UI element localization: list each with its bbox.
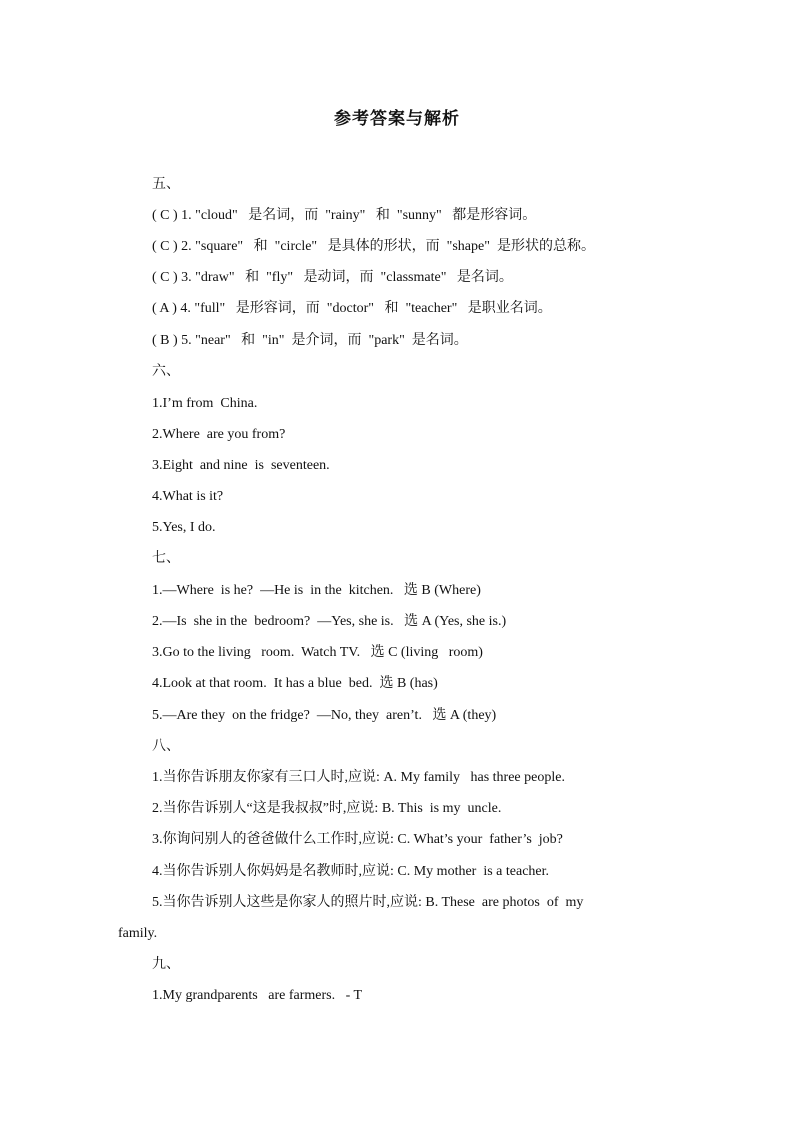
section-six-item-4: 4.What is it? bbox=[152, 489, 224, 504]
section-six-item-1: 1.I’m from China. bbox=[152, 396, 258, 411]
section-five-item-1: ( C ) 1. "cloud" 是名词，而 "rainy" 和 "sunny" 都是形容词。 bbox=[152, 208, 537, 223]
section-eight-item-3: 3.你询问别人的爸爸做什么工作时,应说: C. What’s your father’s job? bbox=[152, 832, 563, 847]
section-eight-item-2: 2.当你告诉别人“这是我叔叔”时,应说: B. This is my uncle. bbox=[152, 801, 502, 816]
section-eight-item-5-continuation: family. bbox=[118, 926, 158, 941]
section-nine-item-1: 1.My grandparents are farmers. - T bbox=[152, 988, 363, 1003]
section-eight-item-5: 5.当你告诉别人这些是你家人的照片时,应说: B. These are photos of my bbox=[152, 895, 584, 910]
section-eight-item-1: 1.当你告诉朋友你家有三口人时,应说: A. My family has three people. bbox=[152, 770, 565, 785]
section-five-item-3: ( C ) 3. "draw" 和 "fly" 是动词，而 "classmate" 是名词。 bbox=[152, 270, 513, 285]
section-six-item-3: 3.Eight and nine is seventeen. bbox=[152, 458, 330, 473]
section-seven-item-1: 1.—Where is he? —He is in the kitchen. 选 B (Where) bbox=[152, 583, 481, 598]
section-six-item-2: 2.Where are you from? bbox=[152, 427, 286, 442]
section-seven-item-5: 5.—Are they on the fridge? —No, they aren’t. 选 A (they) bbox=[152, 708, 497, 723]
section-seven-item-3: 3.Go to the living room. Watch TV. 选 C (living room) bbox=[152, 645, 483, 660]
section-five-item-5: ( B ) 5. "near" 和 "in" 是介词，而 "park" 是名词。 bbox=[152, 333, 468, 348]
section-eight-heading: 八、 bbox=[152, 739, 180, 754]
section-five-item-4: ( A ) 4. "full" 是形容词，而 "doctor" 和 "teacher" 是职业名词。 bbox=[152, 301, 552, 316]
section-seven-heading: 七、 bbox=[152, 551, 180, 566]
section-eight-item-4: 4.当你告诉别人你妈妈是名教师时,应说: C. My mother is a teacher. bbox=[152, 864, 550, 879]
section-five-item-2: ( C ) 2. "square" 和 "circle" 是具体的形状，而 "shape" 是形状的总称。 bbox=[152, 239, 595, 254]
section-seven-item-4: 4.Look at that room. It has a blue bed. 选 B (has) bbox=[152, 676, 438, 691]
section-six-heading: 六、 bbox=[152, 364, 180, 379]
section-six-item-5: 5.Yes, I do. bbox=[152, 520, 216, 535]
page-title: 参考答案与解析 bbox=[334, 109, 460, 128]
section-nine-heading: 九、 bbox=[152, 957, 180, 972]
section-seven-item-2: 2.—Is she in the bedroom? —Yes, she is. 选 A (Yes, she is.) bbox=[152, 614, 507, 629]
section-five-heading: 五、 bbox=[152, 177, 180, 192]
